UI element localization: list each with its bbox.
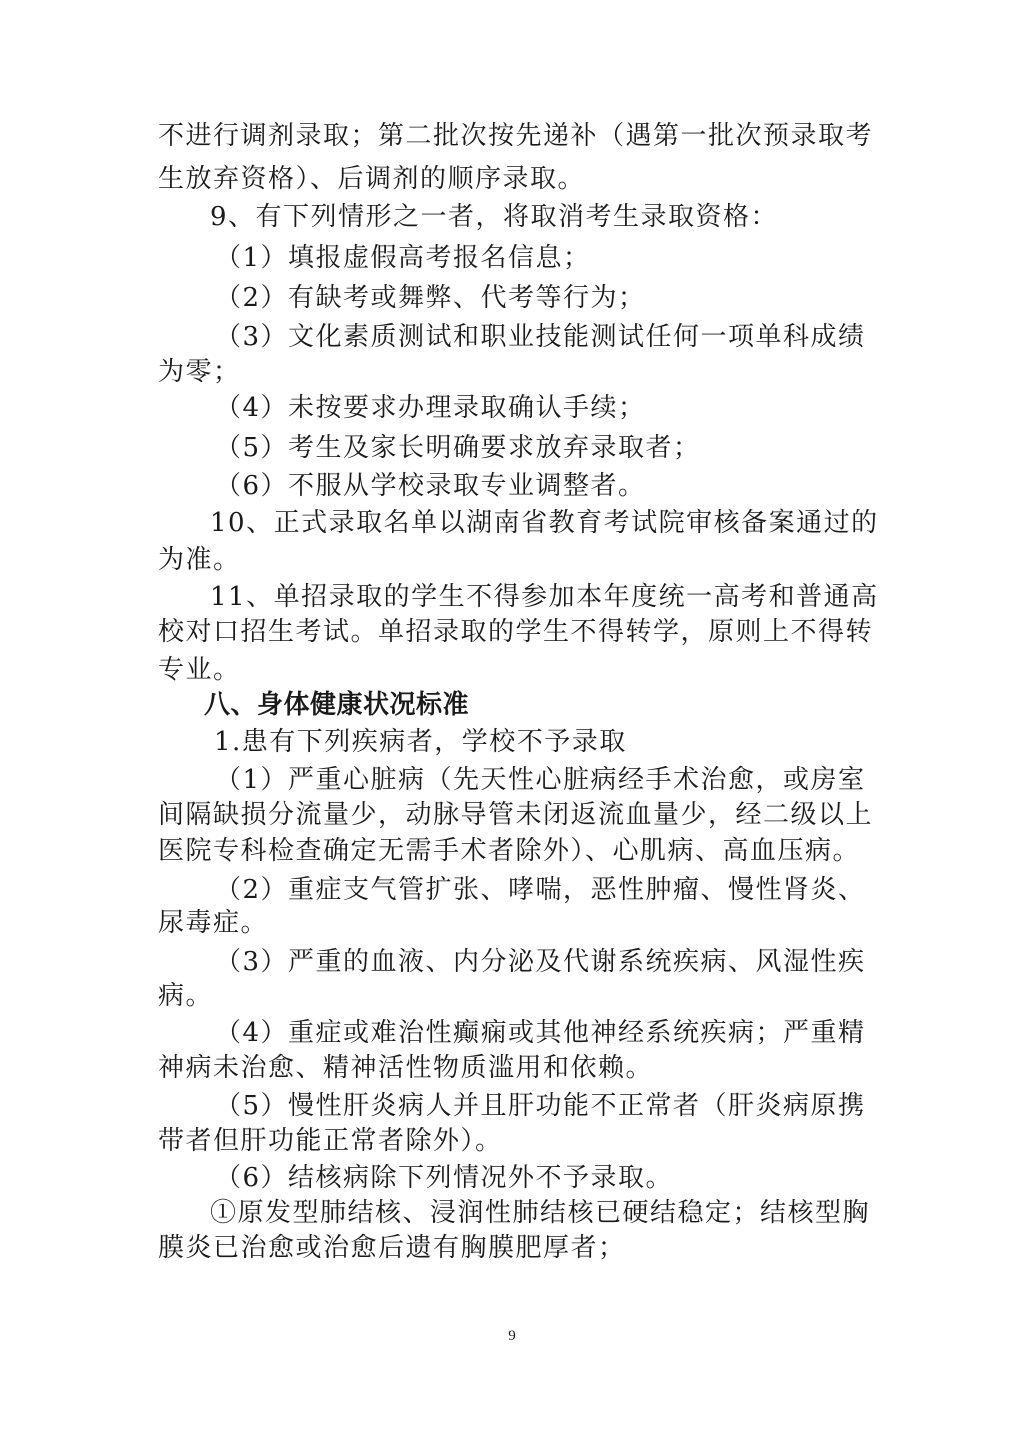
text-line: 医院专科检查确定无需手术者除外）、心肌病、高血压病。 (158, 836, 861, 866)
text-line: （6）不服从学校录取专业调整者。 (215, 471, 646, 501)
text-line: 为准。 (158, 545, 241, 575)
text-line: 11、单招录取的学生不得参加本年度统一高考和普通高 (210, 582, 879, 612)
text-line: （4）未按要求办理录取确认手续； (215, 393, 646, 423)
text-line: 专业。 (158, 655, 241, 685)
text-line: 膜炎已治愈或治愈后遗有胸膜肥厚者； (158, 1233, 626, 1263)
text-line: 为零； (158, 357, 241, 387)
text-line: 9、有下列情形之一者，将取消考生录取资格： (210, 202, 779, 232)
text-line: 不进行调剂录取；第二批次按先递补（遇第一批次预录取考 (158, 121, 874, 151)
page-number: 9 (508, 1328, 516, 1344)
text-line: （5）考生及家长明确要求放弃录取者； (215, 433, 701, 463)
text-line: 神病未治愈、精神活性物质滥用和依赖。 (158, 1053, 654, 1083)
text-line: 10、正式录取名单以湖南省教育考试院审核备案通过的 (210, 508, 879, 538)
section-heading: 八、身体健康状况标准 (204, 690, 470, 720)
text-line: 生放弃资格）、后调剂的顺序录取。 (158, 164, 586, 194)
text-line: 尿毒症。 (158, 908, 269, 938)
text-line: ①原发型肺结核、浸润性肺结核已硬结稳定；结核型胸 (210, 1198, 871, 1228)
text-line: （1）严重心脏病（先天性心脏病经手术治愈，或房室 (215, 765, 866, 795)
text-line: （2）重症支气管扩张、哮喘，恶性肿瘤、慢性肾炎、 (215, 875, 866, 905)
text-line: （1）填报虚假高考报名信息； (215, 243, 591, 273)
text-line: （3）严重的血液、内分泌及代谢系统疾病、风湿性疾 (215, 947, 866, 977)
text-line: （4）重症或难治性癫痫或其他神经系统疾病；严重精 (215, 1018, 866, 1048)
text-line: （6）结核病除下列情况外不予录取。 (215, 1163, 674, 1193)
text-line: 1.患有下列疾病者，学校不予录取 (214, 727, 627, 757)
text-line: 间隔缺损分流量少，动脉导管未闭返流血量少，经二级以上 (158, 800, 874, 830)
text-line: （2）有缺考或舞弊、代考等行为； (215, 283, 646, 313)
text-line: （5）慢性肝炎病人并且肝功能不正常者（肝炎病原携 (215, 1091, 866, 1121)
text-line: 病。 (158, 981, 214, 1011)
text-line: （3）文化素质测试和职业技能测试任何一项单科成绩 (215, 322, 866, 352)
text-line: 校对口招生考试。单招录取的学生不得转学，原则上不得转 (158, 617, 874, 647)
text-line: 带者但肝功能正常者除外）。 (158, 1126, 503, 1156)
